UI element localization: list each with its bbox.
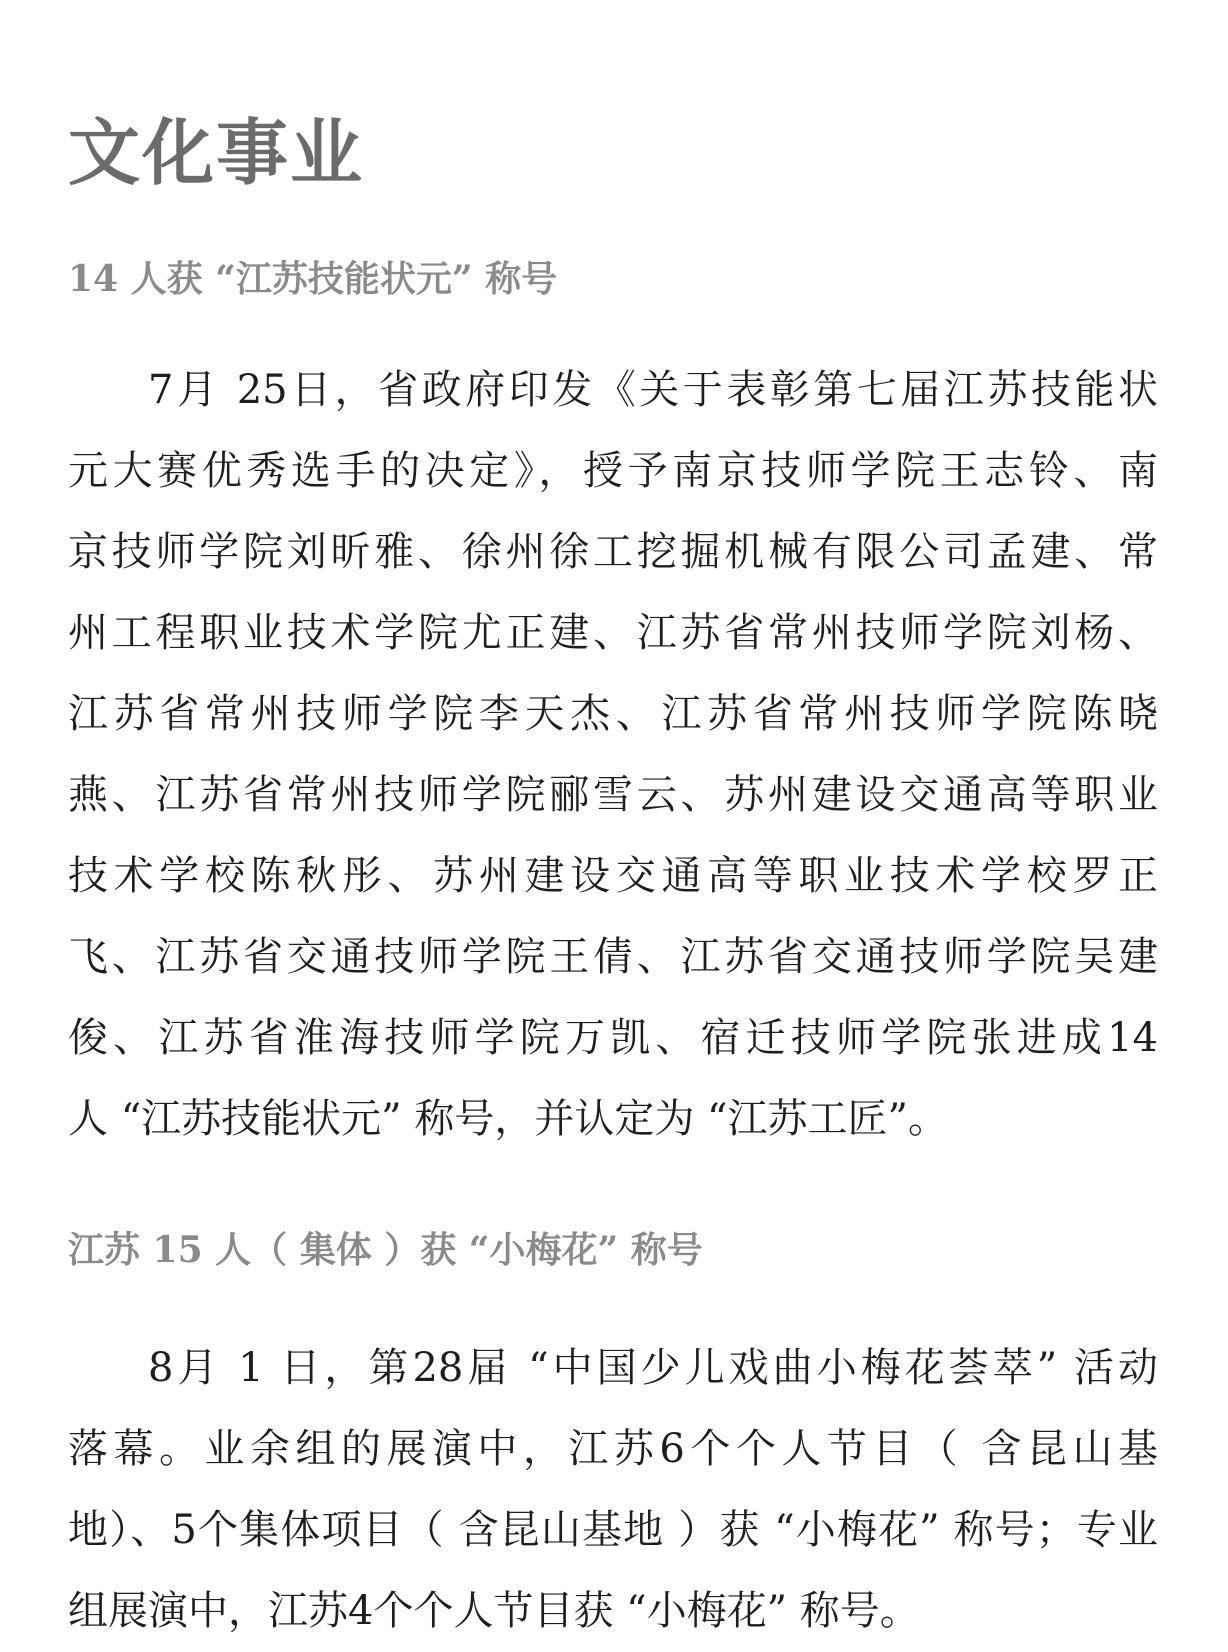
paragraph-line: 技术学校陈秋彤、苏州建设交通高等职业技术学校罗正: [68, 853, 1158, 899]
section-paragraph: [68, 350, 1158, 1160]
page-title: 文化事业: [68, 111, 365, 195]
paragraph-line: 飞、江苏省交通技师学院王倩、江苏省交通技师学院吴建: [68, 934, 1158, 980]
section-heading: 14 人获 “江苏技能状元” 称号: [68, 258, 558, 300]
paragraph-line: 地）、5个集体项目（ 含昆山基地 ）获 “小梅花” 称号；专业: [68, 1507, 1158, 1553]
paragraph-line: 江苏省常州技师学院李天杰、江苏省常州技师学院陈晓: [68, 691, 1158, 737]
paragraph-line: 京技师学院刘昕雅、徐州徐工挖掘机械有限公司孟建、常: [68, 529, 1158, 575]
paragraph-line: 俊、江苏省淮海技师学院万凯、宿迁技师学院张进成14: [68, 1015, 1158, 1061]
section-heading: 江苏 15 人（ 集体 ）获 “小梅花” 称号: [68, 1229, 703, 1271]
paragraph-line: 7月 25日，省政府印发《关于表彰第七届江苏技能状: [148, 367, 1158, 413]
paragraph-line: 州工程职业技术学院尤正建、江苏省常州技师学院刘杨、: [68, 610, 1158, 656]
paragraph-line: 元大赛优秀选手的决定》，授予南京技师学院王志铃、南: [68, 448, 1158, 494]
paragraph-line: 燕、江苏省常州技师学院郦雪云、苏州建设交通高等职业: [68, 772, 1158, 818]
paragraph-line: 人 “江苏技能状元” 称号，并认定为 “江苏工匠”。: [68, 1096, 948, 1142]
paragraph-line: 落幕。业余组的展演中，江苏6个个人节目（ 含昆山基: [68, 1426, 1158, 1472]
section-paragraph: [68, 1328, 1158, 1652]
paragraph-line: 8月 1 日，第28届 “中国少儿戏曲小梅花荟萃” 活动: [148, 1345, 1158, 1391]
paragraph-line: 组展演中，江苏4个个人节目获 “小梅花” 称号。: [68, 1588, 920, 1634]
